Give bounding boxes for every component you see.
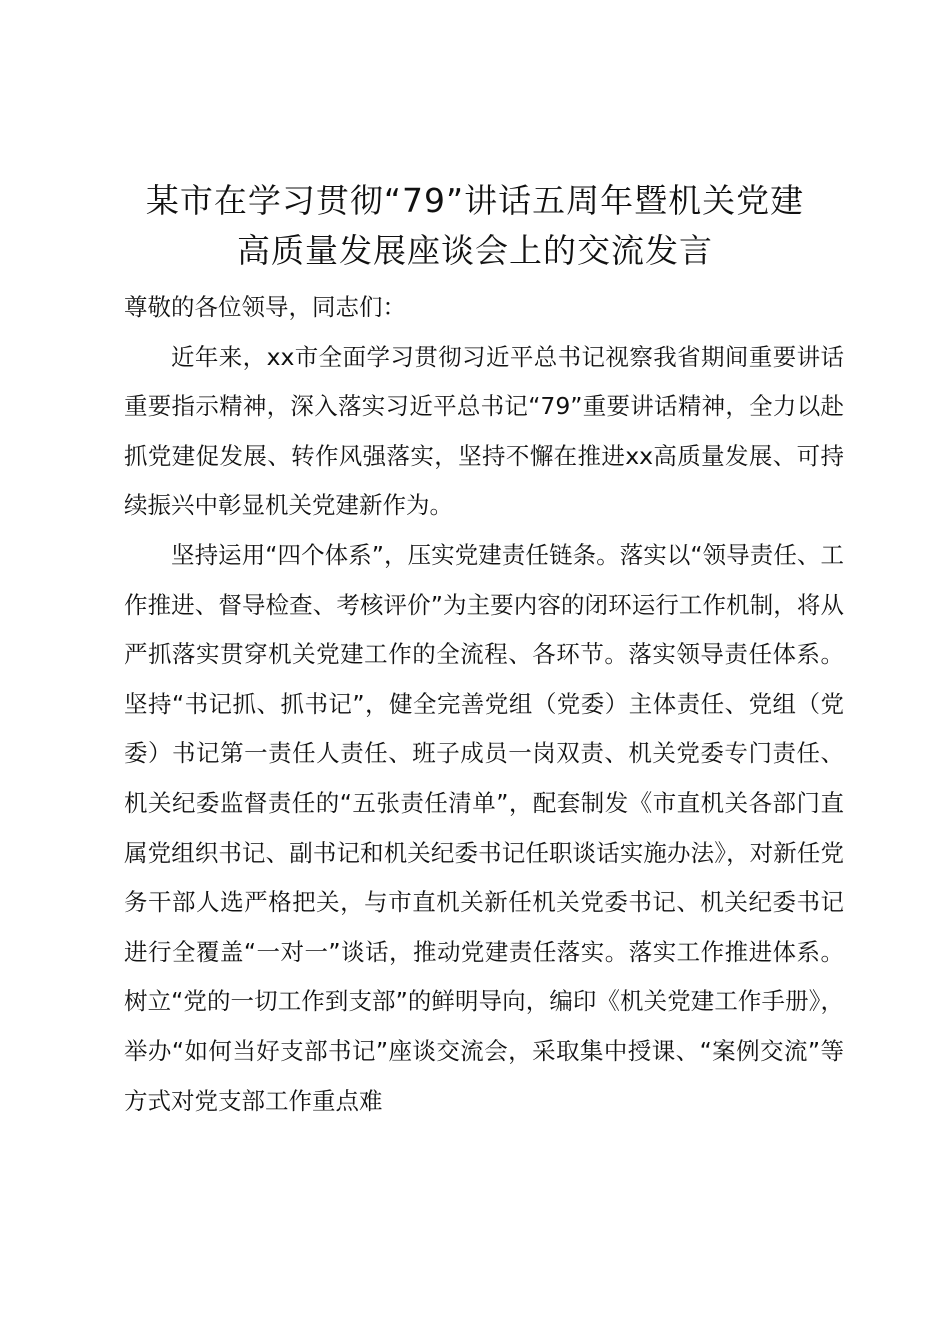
salutation: 尊敬的各位领导，同志们： (124, 293, 406, 321)
document-title (100, 176, 850, 276)
title-line-2: 高质量发展座谈会上的交流发言 (237, 231, 713, 270)
paragraph-intro: 近年来，xx市全面学习贯彻习近平总书记视察我省期间重要讲话重要指示精神，深入落实习近平总书记“79”重要讲话精神，全力以赴抓党建促发展、转作风强落实，坚持不懈在推进xx高质量发展、可持续振兴中彰显机关党建新作为。 (124, 342, 844, 520)
document-body (124, 283, 844, 1126)
title-line-1: 某市在学习贯彻“79”讲话五周年暨机关党建 (145, 181, 805, 220)
paragraph-four-systems: 坚持运用“四个体系”，压实党建责任链条。落实以“领导责任、工作推进、督导检查、考核评价”为主要内容的闭环运行工作机制，将从严抓落实贯穿机关党建工作的全流程、各环节。落实领导责任体系。坚持“书记抓、抓书记”，健全完善党组（党委）主体责任、党组（党委）书记第一责任人责任、班子成员一岗双责、机关党委专门责任、机关纪委监督责任的“五张责任清单”，配套制发《市直机关各部门直属党组织书记、副书记和机关纪委书记任职谈话实施办法》，对新任党务干部人选严格把关，与市直机关新任机关党委书记、机关纪委书记进行全覆盖“一对一”谈话，推动党建责任落实。落实工作推进体系。树立“党的一切工作到支部”的鲜明导向，编印《机关党建工作手册》，举办“如何当好支部书记”座谈交流会，采取集中授课、“案例交流”等方式对党支部工作重点难 (124, 540, 844, 1115)
